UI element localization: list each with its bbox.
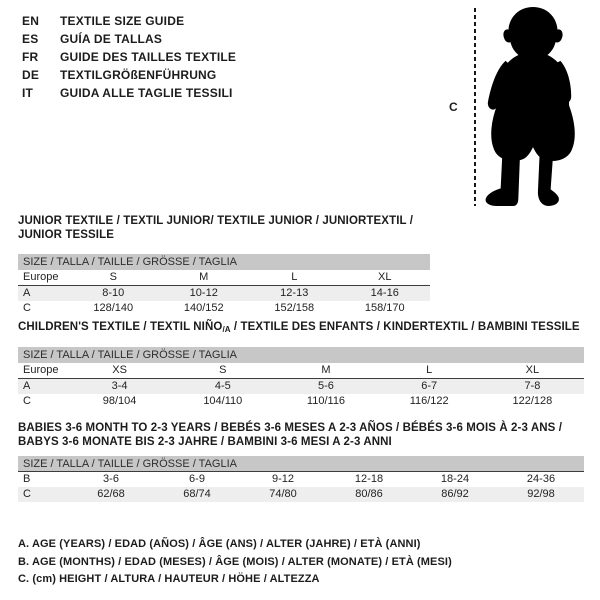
section-title-line: [18, 435, 584, 449]
size-value-cell: 110/116: [306, 395, 346, 407]
language-code: IT: [22, 86, 34, 100]
size-value-cell: 86/92: [441, 488, 469, 500]
row-label: B: [23, 473, 31, 485]
size-value-cell: 3-4: [111, 380, 128, 392]
section-title-line: [18, 214, 430, 242]
size-value-cell: 74/80: [269, 488, 297, 500]
size-value-cell: 68/74: [183, 488, 211, 500]
section-junior-textile: [18, 214, 430, 316]
row-label: C: [23, 395, 31, 407]
size-value-cell: 12-18: [354, 473, 384, 485]
title-text-segment: BABIES 3-6 MONTH TO 2-3 YEARS / BEBÉS 3-6 MESES A 2-3 AÑOS / BÉBÉS 3-6 MOIS À 2-3 ANS /: [18, 422, 562, 434]
size-value-cell: 128/140: [93, 302, 134, 314]
size-value-cell: M: [199, 271, 209, 283]
table-row: [18, 270, 430, 286]
table-header-bar: SIZE / TALLA / TAILLE / GRÖSSE / TAGLIA: [18, 347, 584, 363]
table-row: [18, 363, 584, 379]
table-header-bar: SIZE / TALLA / TAILLE / GRÖSSE / TAGLIA: [18, 254, 430, 270]
size-value-cell: 158/170: [364, 302, 405, 314]
language-row: [22, 30, 236, 48]
title-text-segment: / TEXTILE DES ENFANTS / KINDERTEXTIL / BAMBINI TESSILE: [230, 321, 580, 333]
language-code: ES: [22, 32, 39, 46]
size-value-cell: S: [219, 364, 227, 376]
size-value-cell: 98/104: [102, 395, 137, 407]
size-value-cell: 7-8: [524, 380, 541, 392]
size-value-cell: 4-5: [214, 380, 231, 392]
size-value-cell: 10-12: [189, 287, 218, 299]
size-value-cell: 9-12: [271, 473, 295, 485]
size-value-cell: XL: [525, 364, 540, 376]
footnote-height-cm: C. (cm) HEIGHT / ALTURA / HAUTEUR / HÖHE / ALTEZZA: [18, 573, 320, 585]
section-babies-textile: [18, 421, 584, 502]
section-title-line: [18, 320, 584, 335]
language-list: [22, 12, 236, 102]
size-value-cell: 12-13: [280, 287, 309, 299]
size-value-cell: XL: [378, 271, 392, 283]
size-value-cell: L: [291, 271, 298, 283]
size-value-cell: S: [109, 271, 117, 283]
size-value-cell: 24-36: [526, 473, 556, 485]
size-value-cell: 3-6: [103, 473, 119, 485]
row-label: A: [23, 380, 31, 392]
size-value-cell: M: [321, 364, 331, 376]
footnote-age-years: A. AGE (YEARS) / EDAD (AÑOS) / ÂGE (ANS) / ALTER (JAHRE) / ETÀ (ANNI): [18, 538, 421, 550]
size-value-cell: 152/158: [274, 302, 315, 314]
size-value-cell: 140/152: [183, 302, 224, 314]
section-title: [18, 421, 584, 449]
language-row: [22, 66, 236, 84]
size-table: [18, 456, 584, 502]
section-title: [18, 214, 430, 242]
height-measure-dashed-line: [474, 8, 476, 206]
language-code: FR: [22, 50, 39, 64]
footnotes: [18, 536, 452, 589]
table-row: [18, 301, 430, 316]
section-title-line: [18, 421, 584, 435]
language-label: TEXTILGRÖßENFÜHRUNG: [60, 68, 217, 82]
row-label: A: [23, 287, 31, 299]
language-label: GUIDA ALLE TAGLIE TESSILI: [60, 86, 233, 100]
row-label: Europe: [23, 364, 59, 376]
title-text-segment: /A: [222, 325, 231, 334]
section-childrens-textile: [18, 320, 584, 409]
size-value-cell: 62/68: [97, 488, 125, 500]
size-value-cell: 6-9: [189, 473, 205, 485]
table-row: [18, 286, 430, 301]
size-value-cell: 116/122: [409, 395, 449, 407]
title-text-segment: JUNIOR TEXTILE / TEXTIL JUNIOR/ TEXTILE JUNIOR / JUNIORTEXTIL / JUNIOR TESSILE: [18, 215, 414, 241]
language-code: DE: [22, 68, 40, 82]
size-value-cell: 6-7: [421, 380, 438, 392]
size-value-cell: 104/110: [203, 395, 243, 407]
language-label: GUÍA DE TALLAS: [60, 32, 163, 46]
language-row: [22, 48, 236, 66]
table-row: [18, 394, 584, 409]
table-header-bar: SIZE / TALLA / TAILLE / GRÖSSE / TAGLIA: [18, 456, 584, 472]
title-text-segment: CHILDREN'S TEXTILE / TEXTIL NIÑO: [18, 321, 223, 333]
height-measure-label: C: [449, 100, 458, 114]
footnote-age-months: B. AGE (MONTHS) / EDAD (MESES) / ÂGE (MOIS) / ALTER (MONATE) / ETÀ (MESI): [18, 555, 452, 568]
row-label: C: [23, 302, 31, 314]
size-value-cell: 92/98: [527, 488, 555, 500]
size-value-cell: L: [426, 364, 433, 376]
table-row: [18, 379, 584, 394]
language-row: [22, 12, 236, 30]
section-title: [18, 320, 584, 335]
size-value-cell: 8-10: [102, 287, 125, 299]
language-code: EN: [22, 14, 40, 28]
size-value-cell: 18-24: [440, 473, 470, 485]
row-label: Europe: [23, 271, 59, 283]
size-value-cell: 5-6: [318, 380, 334, 392]
language-label: TEXTILE SIZE GUIDE: [60, 14, 185, 28]
size-value-cell: 80/86: [355, 488, 383, 500]
size-value-cell: XS: [112, 364, 127, 376]
language-row: [22, 84, 236, 102]
standing-toddler-silhouette-icon: [484, 5, 582, 208]
size-table: [18, 347, 584, 409]
row-label: C: [23, 488, 31, 500]
table-row: [18, 487, 584, 502]
size-value-cell: 122/128: [512, 395, 553, 407]
table-row: [18, 472, 584, 487]
title-text-segment: BABYS 3-6 MONATE BIS 2-3 JAHRE / BAMBINI 3-6 MESI A 2-3 ANNI: [18, 436, 392, 448]
size-value-cell: 14-16: [370, 287, 399, 299]
language-label: GUIDE DES TAILLES TEXTILE: [60, 50, 237, 64]
size-table: [18, 254, 430, 316]
